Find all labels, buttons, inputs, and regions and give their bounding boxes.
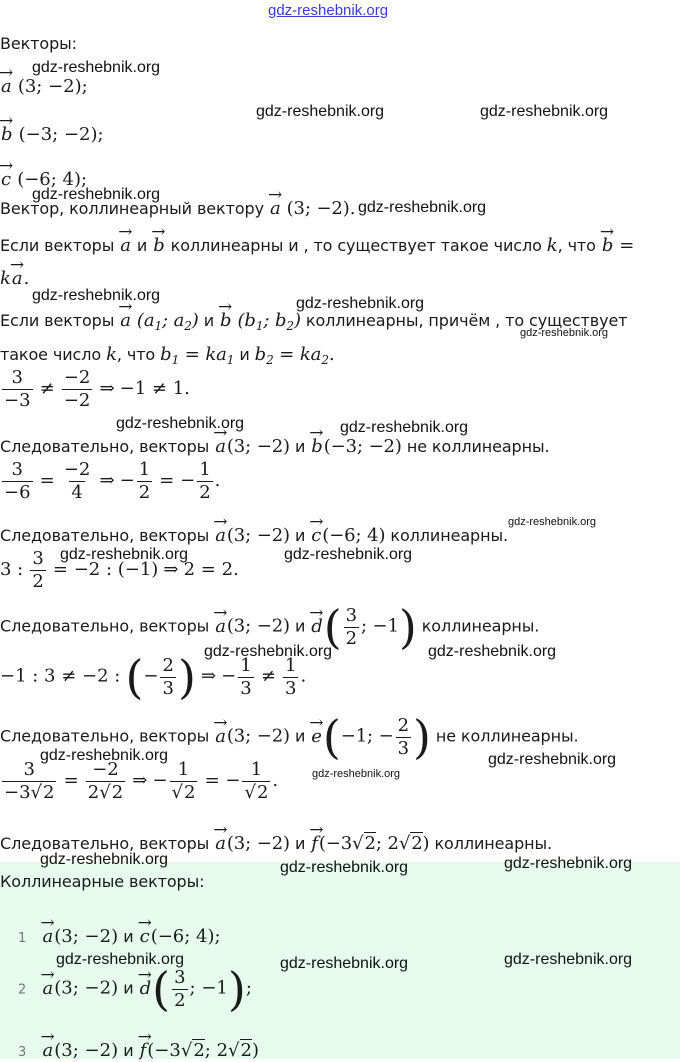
rule1-k2: k (0, 268, 11, 289)
watermark: gdz-reshebnik.org (488, 751, 617, 768)
frac: $\frac{3}{2}$ (345, 604, 357, 649)
watermark: gdz-reshebnik.org (480, 103, 609, 120)
frac: $\frac{1}{√2}$ (171, 759, 196, 803)
vector-c-symbol: → c (0, 169, 12, 191)
check-d-equation: 3 : $\frac{3}{2}$ = −2 : (−1) ⇒ 2 = 2. (0, 548, 239, 592)
rule1-vec-b2: → b (601, 235, 614, 257)
check-f-conclusion: Следовательно, векторы → a(3; −2) и → f(−3√2; 2√2) коллинеарны. (0, 833, 552, 855)
rule2-and: и (203, 311, 215, 330)
rule2-text: Если векторы (0, 311, 115, 330)
rule2-coords-a: ($a_1$; $a_2$) (136, 310, 199, 333)
vector-a-line (0, 76, 88, 98)
check-e-equation: −1 : 3 ≠ −2 : (− $\frac{2}{3}$ ) ⇒ − $\frac{1}{3}$ ≠ $\frac{1}{3}$ . (0, 650, 307, 704)
watermark: gdz-reshebnik.org (504, 855, 633, 872)
task-text: Вектор, коллинеарный вектору (0, 199, 264, 218)
frac: $\frac{3}{-6}$ (4, 459, 31, 503)
vector-b-line (0, 124, 104, 146)
frac: $\frac{1}{2}$ (199, 459, 211, 503)
frac: $\frac{-2}{-2}$ (63, 367, 91, 411)
frac: $\frac{3}{2}$ (32, 548, 44, 592)
rule1-line1 (0, 235, 634, 257)
rule1-line2 (0, 268, 29, 290)
watermark: gdz-reshebnik.org (428, 643, 557, 660)
check-f-equation: $\frac{3}{-3√2}$ = $\frac{-2}{2√2}$ ⇒ − $\frac{1}{√2}$ = − $\frac{1}{√2}$ . (4, 759, 279, 803)
watermark: gdz-reshebnik.org (56, 951, 185, 968)
rule2-k: k (106, 344, 117, 365)
rule1-and: и (136, 236, 148, 255)
task-vector: → a (269, 198, 282, 220)
rule2-coords-b: ($b_1$; $b_2$) (237, 310, 301, 333)
rule2-text2: коллинеарны, причём , то существует (305, 311, 628, 330)
rule1-text3: , что (557, 236, 596, 255)
rule2-text4: , что (116, 345, 156, 364)
check-e-conclusion: Следовательно, векторы → a(3; −2) и → e(−1; − $\frac{2}{3}$ ) не коллинеарны. (0, 714, 579, 760)
rule1-vec-a2: → a (11, 268, 24, 290)
watermark: gdz-reshebnik.org (60, 546, 189, 563)
watermark: gdz-reshebnik.org (312, 768, 401, 780)
frac: $\frac{1}{3}$ (240, 654, 252, 699)
watermark: gdz-reshebnik.org (340, 419, 469, 436)
answer-item-3: 3 → a(3; −2) и → f(−3√2; 2√2) (18, 1040, 259, 1062)
given-heading: Векторы: (0, 34, 77, 53)
rule1-k: k (546, 235, 558, 256)
frac: $\frac{1}{2}$ (138, 459, 151, 503)
top-watermark-link[interactable]: gdz-reshebnik.org (268, 2, 389, 19)
watermark: gdz-reshebnik.org (280, 859, 409, 876)
answer-heading: Коллинеарные векторы: (0, 872, 205, 891)
frac: $\frac{3}{-3}$ (4, 367, 31, 411)
rule2-vec-b: → b (219, 310, 232, 332)
watermark: gdz-reshebnik.org (284, 546, 413, 563)
vector-c-coords: (−6; 4); (17, 169, 88, 190)
task-coords: (3; −2). (286, 198, 356, 219)
vector-b-coords: (−3; −2); (18, 124, 104, 145)
check-b-conclusion: Следовательно, векторы → a(3; −2) и → b(−3; −2) не коллинеарны. (0, 436, 550, 458)
rule1-vec-a: → a (119, 235, 132, 257)
check-c-conclusion: Следовательно, векторы → a(3; −2) и → c(−6; 4) коллинеарны. (0, 525, 508, 547)
frac: $\frac{2}{3}$ (397, 714, 409, 759)
frac: $\frac{-2}{2√2}$ (87, 759, 124, 803)
watermark: gdz-reshebnik.org (296, 295, 425, 312)
watermark: gdz-reshebnik.org (280, 955, 409, 972)
rule2-and2: и (239, 345, 250, 364)
rule2-eq2: $b_2 = ka_2$ (254, 344, 329, 367)
answer-item-2: 2 → a(3; −2) и → d( $\frac{3}{2}$ ; −1); (18, 966, 252, 1012)
frac: $\frac{1}{3}$ (285, 654, 297, 699)
rule1-eq: = (619, 235, 635, 256)
frac: $\frac{1}{√2}$ (244, 759, 269, 803)
watermark: gdz-reshebnik.org (116, 415, 245, 432)
vector-a-coords: (3; −2); (17, 76, 88, 97)
vector-a-symbol: → a (0, 76, 13, 98)
watermark: gdz-reshebnik.org (32, 59, 161, 76)
vector-b-symbol: → b (0, 124, 14, 146)
watermark: gdz-reshebnik.org (358, 199, 487, 216)
result: −1 ≠ 1. (119, 377, 190, 399)
check-b-equation (0, 368, 190, 411)
watermark: gdz-reshebnik.org (32, 186, 161, 203)
answer-item-1: 1 → a(3; −2) и → c(−6; 4); (18, 926, 221, 948)
implies: ⇒ (99, 377, 115, 399)
rule1-text: Если векторы (0, 236, 115, 255)
rule2-dot: . (328, 344, 335, 365)
rule2-eq1: $b_1 = ka_1$ (160, 344, 235, 367)
rule1-text2: коллинеарны и , то существует такое число (170, 236, 542, 255)
frac: $\frac{3}{-3√2}$ (4, 759, 55, 803)
rule2-vec-a: → a (119, 310, 132, 332)
frac: $\frac{3}{2}$ (174, 966, 186, 1011)
check-c-equation: $\frac{3}{-6}$ = $\frac{-2}{4}$ ⇒ − $\frac{1}{2}$ = − $\frac{1}{2}$ . (4, 459, 221, 503)
watermark: gdz-reshebnik.org (204, 643, 333, 660)
watermark: gdz-reshebnik.org (520, 327, 609, 339)
rule1-dot: . (23, 268, 30, 289)
rule1-vec-b: → b (152, 235, 165, 257)
rule2-line2 (0, 344, 334, 367)
frac: $\frac{2}{3}$ (162, 654, 174, 699)
rule2-text3: такое число (0, 345, 102, 364)
not-equal: ≠ (39, 377, 55, 399)
frac: $\frac{-2}{4}$ (63, 459, 91, 503)
watermark: gdz-reshebnik.org (504, 951, 633, 968)
watermark: gdz-reshebnik.org (256, 103, 385, 120)
watermark: gdz-reshebnik.org (40, 851, 169, 868)
watermark: gdz-reshebnik.org (40, 747, 169, 764)
watermark: gdz-reshebnik.org (32, 287, 161, 304)
watermark: gdz-reshebnik.org (508, 516, 597, 528)
check-d-conclusion: Следовательно, векторы → a(3; −2) и → d( $\frac{3}{2}$ ; −1) коллинеарны. (0, 604, 539, 650)
